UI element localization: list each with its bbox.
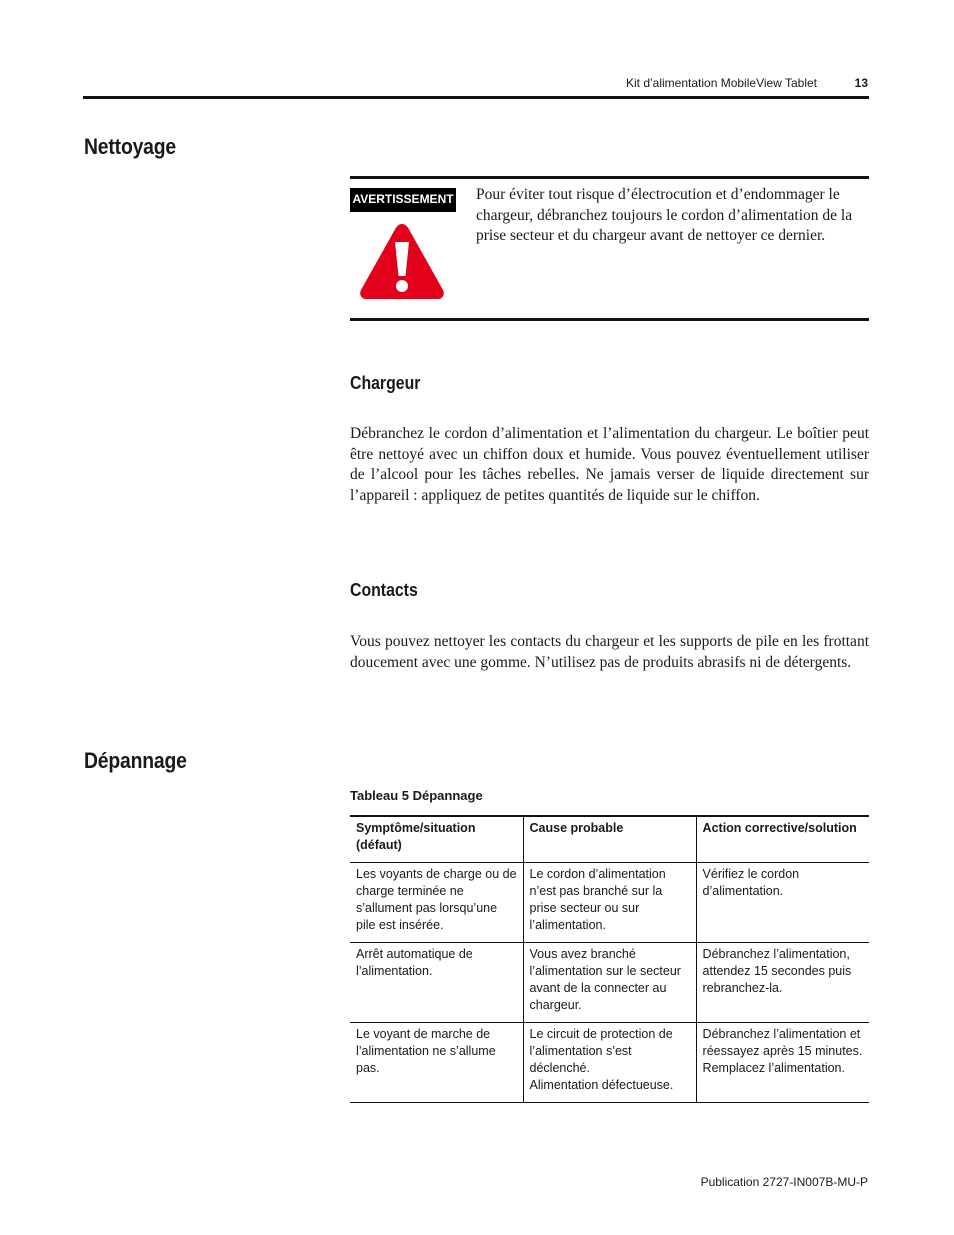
warning-top-rule [350,176,869,179]
header-rule [83,96,869,99]
contacts-paragraph: Vous pouvez nettoyer les contacts du chargeur et les supports de pile en les frottant doucement avec une gomme. N’utilisez pas de produits abrasifs ni de détergents. [350,633,869,671]
table-cell: Vous avez branché l’alimentation sur le secteur avant de la connecter au chargeur. [523,943,696,1023]
section-title-cleaning: Nettoyage [84,134,177,159]
warning-bottom-rule [350,318,869,321]
table-cell: Les voyants de charge ou de charge terminée ne s’allument pas lorsqu’une pile est insérée. [350,863,523,943]
table-cell: Le voyant de marche de l’alimentation ne s’allume pas. [350,1023,523,1103]
column-header-symptom: Symptôme/situation (défaut) [350,816,523,863]
column-header-cause: Cause probable [523,816,696,863]
table-row [350,1023,869,1103]
charger-paragraph: Débranchez le cordon d’alimentation et l’alimentation du chargeur. Le boîtier peut être nettoyé avec un chiffon doux et humide. Vous pouvez éventuellement utiliser de l’alcool pour les tâches rebelles. Ne jamais verser de liquide directement sur l’appareil : appliquez de petites quantités de liquide sur le chiffon. [350,425,869,504]
table-cell: Débranchez l’alimentation et réessayez après 15 minutes. Remplacez l’alimentation. [702,1027,863,1075]
page-number: 13 [854,76,868,90]
section-title-troubleshooting: Dépannage [84,748,187,773]
subsection-title-charger: Chargeur [350,373,421,393]
table-cell: Débranchez l’alimentation, attendez 15 secondes puis rebranchez-la. [702,947,852,995]
table-cell: Le cordon d’alimentation n’est pas branché sur la prise secteur ou sur l’alimentation. [523,863,696,943]
troubleshooting-table [350,815,869,1103]
table-cell: Arrêt automatique de l’alimentation. [350,943,523,1023]
table-caption: Tableau 5 Dépannage [350,788,483,803]
table-cell: Le circuit de protection de l’alimentation s’est déclenché. Alimentation défectueuse. [523,1023,696,1103]
table-cell: Vérifiez le cordon d’alimentation. [702,867,800,898]
running-header-title: Kit d’alimentation MobileView Tablet [626,76,817,90]
table-header-row [350,816,869,863]
table-row [350,943,869,1023]
warning-badge: AVERTISSEMENT [350,188,456,212]
warning-triangle-icon [357,220,447,307]
subsection-title-contacts: Contacts [350,580,418,600]
warning-text: Pour éviter tout risque d’électrocution et d’endommager le chargeur, débranchez toujours le cordon d’alimentation de la prise secteur et du chargeur avant de nettoyer ce dernier. [476,186,853,244]
table-row [350,863,869,943]
column-header-action: Action corrective/solution [702,821,857,835]
publication-footer: Publication 2727-IN007B-MU-P [700,1175,868,1189]
